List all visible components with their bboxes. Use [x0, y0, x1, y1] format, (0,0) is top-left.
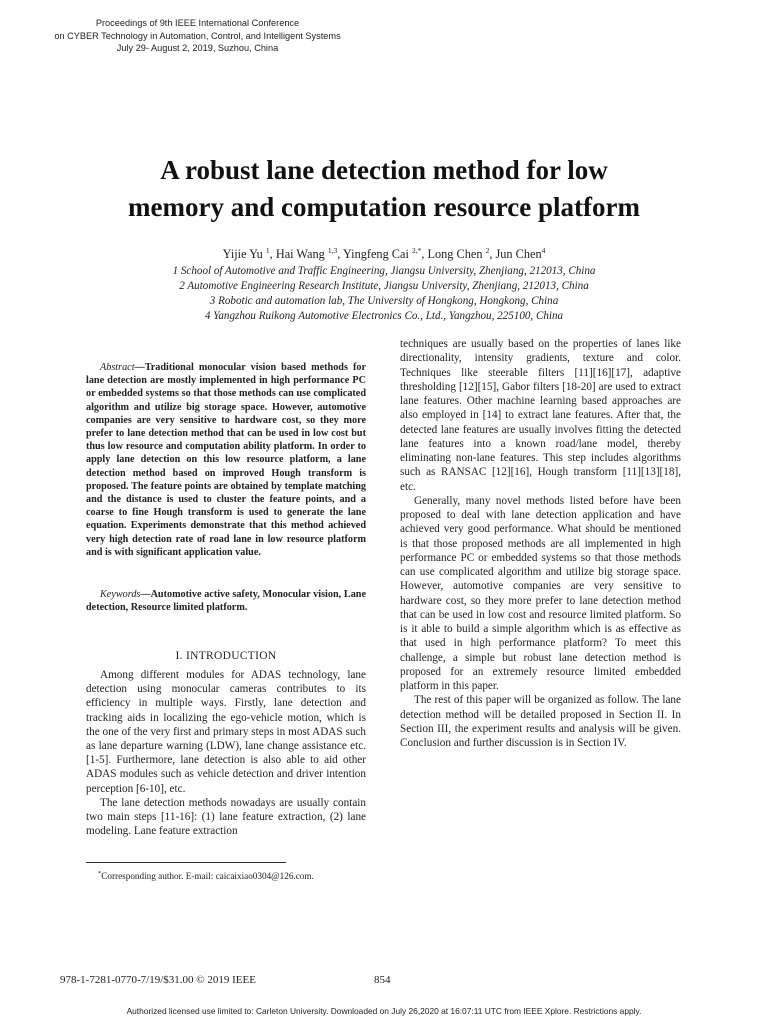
- introduction-body: [86, 668, 366, 838]
- author-affiliation-mark: 4: [541, 245, 546, 255]
- author-list: Yijie Yu $^1$, Hai Wang $^{1,3}$, Yingfeng Cai $^{2,*}$, Long Chen $^2$, Jun Chen$^4$: [222, 245, 546, 261]
- author-name: Long Chen: [427, 247, 483, 261]
- author-affiliation-mark: 1,3: [327, 245, 338, 255]
- footnote-text: Corresponding author. E-mail: caicaixiao0304@126.com.: [101, 871, 314, 882]
- author-name: Hai Wang: [275, 247, 325, 261]
- page-number: 854: [374, 974, 391, 986]
- footnote: [98, 868, 314, 882]
- paper-title: [40, 152, 728, 226]
- conference-header: [0, 17, 395, 55]
- title-line: A robust lane detection method for low: [160, 155, 608, 185]
- author-name: Yingfeng Cai: [342, 247, 409, 261]
- author-affiliation-mark: 1: [265, 245, 270, 255]
- right-column-body: [400, 337, 681, 750]
- keywords-label: Keywords: [100, 589, 141, 600]
- abstract-label: Abstract: [100, 362, 135, 373]
- author-name: Yijie Yu: [222, 247, 263, 261]
- footnote-rule: [86, 862, 286, 863]
- footnote-mark: *: [98, 870, 102, 877]
- section-heading: I. INTRODUCTION: [175, 650, 277, 662]
- author-affiliation-mark: 2,*: [411, 245, 422, 255]
- conference-line: on CYBER Technology in Automation, Control, and Intelligent Systems: [54, 30, 341, 41]
- paragraph: Among different modules for ADAS technology, lane detection using monocular cameras contributes to its efficiency in multiple ways. Firstly, lane detection and tracking aids in localizing the ego-vehicle motion, which is the one of the very first and primary steps in most ADAS such as lane departure warning (LDW), lane change assistance etc. [1-5]. Furthermore, lane detection is also able to aid other ADAS modules such as vehicle detection and driver intention perception [6-10], etc.: [86, 669, 366, 795]
- keywords: [86, 588, 366, 614]
- title-line: memory and computation resource platform: [128, 192, 640, 222]
- author-affiliation-mark: 2: [485, 245, 490, 255]
- conference-line: July 29- August 2, 2019, Suzhou, China: [116, 43, 279, 54]
- affiliation-line: 2 Automotive Engineering Research Institute, Jiangsu University, Zhenjiang, 212013, China: [179, 280, 589, 292]
- conference-line: Proceedings of 9th IEEE International Conference: [95, 18, 300, 28]
- license-notice: Authorized licensed use limited to: Carleton University. Downloaded on July 26,2020 at 16:07:11 UTC from IEEE Xplore. Restrictions apply.: [126, 1006, 642, 1016]
- paragraph: Generally, many novel methods listed before have been proposed to deal with lane detection application and have achieved very good performance. What should be mentioned is that those proposed methods are all implemented in high performance PC or embedded systems so that those methods can use complicated algorithm and utilize big storage space. However, automotive companies are very sensitive to hardware cost, so they more prefer to lane detection method that can be used in low cost and resource limited platform. So is it able to build a simple algorithm which is as effective as that used in high performance platform? To meet this challenge, a simple but robust lane detection method is proposed for an extremely resource limited embedded platform in this paper.: [400, 494, 681, 692]
- author-name: Jun Chen: [495, 247, 542, 261]
- affiliation-line: 4 Yangzhou Ruikong Automotive Electronics Co., Ltd., Yangzhou, 225100, China: [204, 310, 564, 322]
- affiliation-line: 1 School of Automotive and Traffic Engineering, Jiangsu University, Zhenjiang, 212013, China: [172, 265, 596, 277]
- abstract-text: —Traditional monocular vision based methods for lane detection are mostly implemented in high performance PC or embedded systems so that those methods can use complicated algorithm and utilize big storage space. However, automotive companies are very sensitive to hardware cost, so they more prefer to lane detection method that can be used in low cost but thus low resource and computation ability platform. In order to apply lane detection on this low resource platform, a lane detection method based on improved Hough transform is proposed. The feature points are obtained by template matching and the distance is used to cluster the feature points, and a coarse to fine Hough transform is used to generate the lane equation. Experiments demonstrate that this method achieved very high detection rate of road lane in low resource platform and is with significant application value.: [86, 362, 366, 558]
- affiliation-line: 3 Robotic and automation lab, The University of Hongkong, Hongkong, China: [209, 295, 559, 307]
- affiliations: [60, 264, 708, 324]
- paragraph: The lane detection methods nowadays are usually contain two main steps [11-16]: (1) lane feature extraction, (2) lane modeling. Lane feature extraction: [86, 796, 366, 838]
- isbn-copyright: 978-1-7281-0770-7/19/$31.00 © 2019 IEEE: [60, 974, 256, 986]
- paragraph: techniques are usually based on the properties of lanes like directionality, intensity gradients, texture and color. Techniques like steerable filters [11][16][17], adaptive thresholding [12][15], Gabor filters [18-20] are used to extract lane features. Other machine learning based approaches are also employed in [14] to extract lane features. After that, the detected lane features are usually involves fitting the detected lane features into a known road/lane model, thereby eliminating non-lane features. This step includes algorithms such as RANSAC [12][16], Hough transform [11][13][18], etc.: [400, 338, 681, 493]
- keywords-text: —Automotive active safety, Monocular vision, Lane detection, Resource limited platform.: [86, 589, 366, 614]
- abstract: [86, 361, 366, 559]
- paragraph: The rest of this paper will be organized as follow. The lane detection method will be detailed proposed in Section II. In Section III, the experiment results and analysis will be given. Conclusion and further discussion is in Section IV.: [400, 694, 681, 749]
